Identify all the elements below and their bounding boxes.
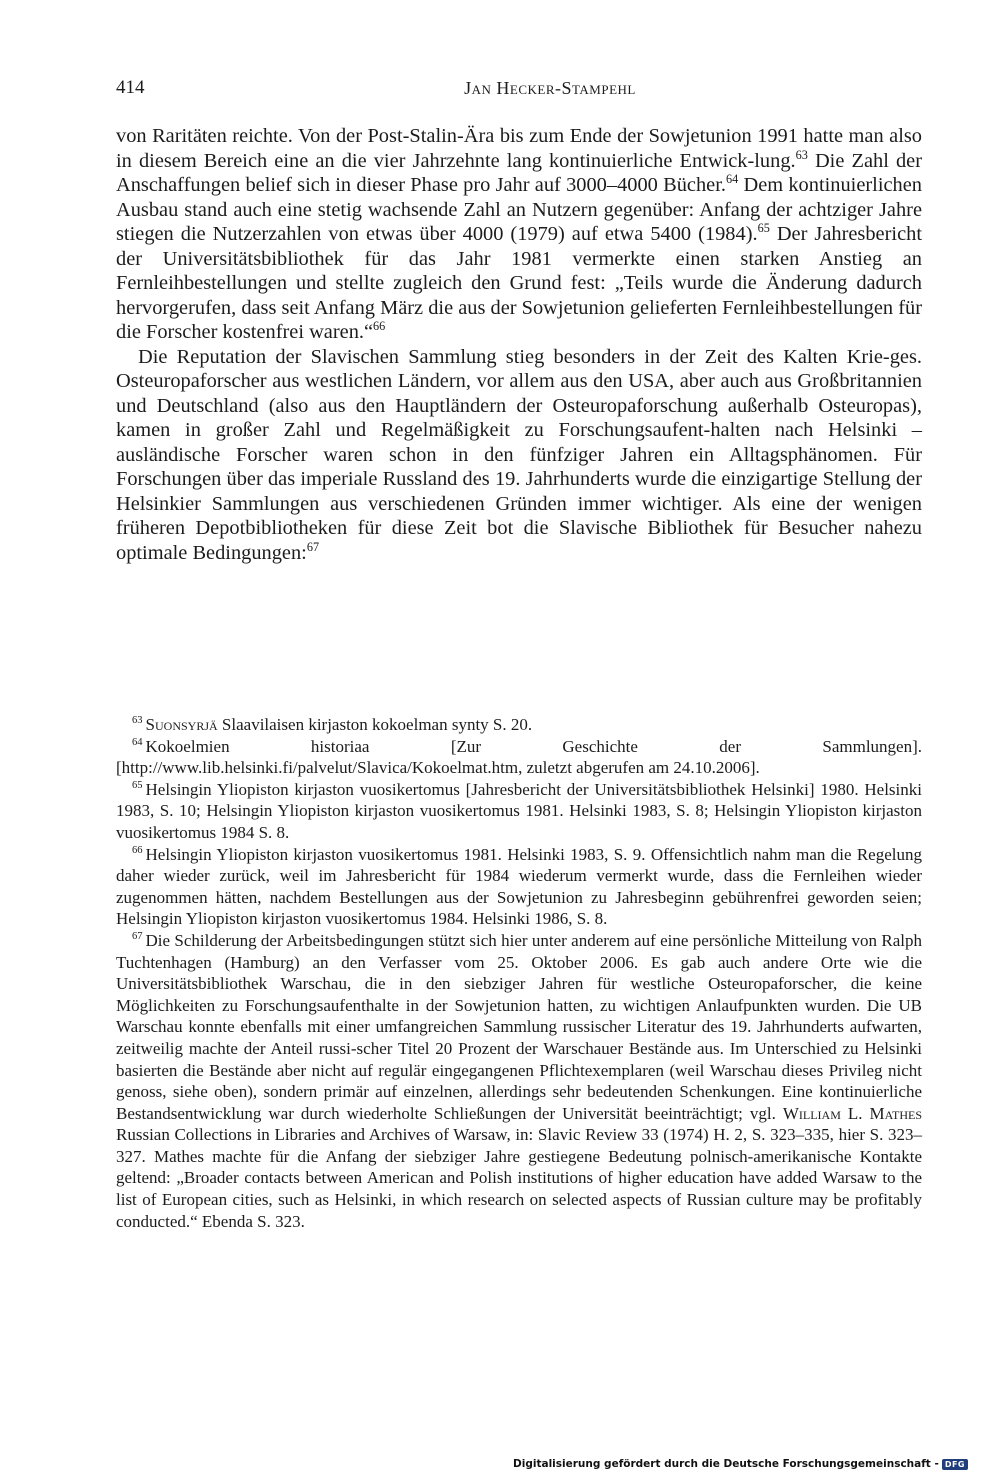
paragraph-1	[116, 124, 922, 345]
footnote-ref-67: 67	[306, 539, 320, 554]
footnote-number: 66	[132, 844, 143, 856]
main-text	[116, 124, 922, 565]
credit-text: Digitalisierung gefördert durch die Deutsche Forschungsgemeinschaft -	[513, 1458, 939, 1470]
footnote-65	[116, 779, 922, 844]
p1-text-2: Die Zahl der Anschaffungen belief sich in dieser Phase pro Jahr auf 3000–4000 Bücher.	[116, 149, 922, 196]
p2-text-1: Die Reputation der Slavischen Sammlung stieg besonders in der Zeit des Kalten Krie-ges. Osteuropaforscher aus westlichen Ländern, vor allem aus den USA, aber auch aus Großbritannien und Deutschland (also aus den Hauptländern der Osteuropaforschung außerhalb Osteuropas), kamen in großer Zahl und Regelmäßigkeit zu Forschungsaufent-halten nach Helsinki – ausländische Forscher waren schon in den fünfziger Jahren ein Alltagsphänomen. Für Forschungen über das imperiale Russland des 19. Jahrhunderts wurde die einzigartige Stellung der Helsinkier Sammlungen aus verschiedenen Gründen immer wichtiger. Als eine der wenigen früheren Depotbibliotheken für diese Zeit bot die Slavische Bibliothek für Besucher nahezu optimale Bedingungen:	[116, 345, 922, 564]
p1-text-4: Der Jahresbericht der Universitätsbibliothek für das Jahr 1981 vermerkte einen starken Anstieg an Fernleihbestellungen und stellte zugleich den Grund fest: „Teils wurde die Änderung dadurch hervorgerufen, dass seit Anfang März die aus der Sowjetunion gelieferten Fernleihbestellungen für die Forscher kostenfrei waren.“	[116, 223, 922, 343]
footnote-text: Die Schilderung der Arbeitsbedingungen stützt sich hier unter anderem auf eine persönliche Mitteilung von Ralph Tuchtenhagen (Hamburg) an den Verfasser vom 25. Oktober 2006. Es gab auch andere Orte wie die Universitätsbibliothek Warschau, die in den siebziger Jahren für westliche Osteuropaforscher, die keine Möglichkeiten zu Forschungsaufenthalte in der Sowjetunion hatten, zu wichtigen Anlaufpunkten wurden. Die UB Warschau konnte ebenfalls mit einer umfangreichen Sammlung russischer Literatur des 19. Jahrhunderts aufwarten, zeitweilig machte der Anteil russi-scher Titel 20 Prozent der Warschauer Bestände aus. Im Unterschied zu Helsinki basierten die Bestände aber nicht auf regulär eingegangenen Pflichtexemplaren (weil Warschau dieses Privileg nicht genoss, siehe oben), sondern primär auf einzelnen, allerdings sehr bedeutenden Schenkungen. Eine kontinuierliche Bestandsentwicklung war durch wiederholte Schließungen der Universität beeinträchtigt; vgl.	[116, 930, 922, 1123]
footnote-number: 64	[132, 736, 143, 748]
footnote-text: Helsingin Yliopiston kirjaston vuosikertomus [Jahresbericht der Universitätsbibliothek Helsinki] 1980. Helsinki 1983, S. 10; Helsingin Yliopiston kirjaston vuosikertomus 1981. Helsinki 1983, S. 8; Helsingin Yliopiston kirjaston vuosikertomus 1984 S. 8.	[116, 779, 922, 842]
p1-text-3: Dem kontinuierlichen Ausbau stand auch eine stetig wachsende Zahl an Nutzern gegenüber: Anfang der achtziger Jahre stiegen die Nutzerzahlen von etwas über 4000 (1979) auf etwa 5400 (1984).	[116, 174, 922, 245]
footnote-number: 63	[132, 715, 143, 727]
footnote-67	[116, 930, 922, 1232]
footnote-ref-64: 64	[725, 172, 739, 187]
footnote-text: Helsingin Yliopiston kirjaston vuosikertomus 1981. Helsinki 1983, S. 9. Offensichtlich nahm man die Regelung daher wieder zurück, weil im Jahresbericht für 1984 wiederum vermerkt wurde, dass die Fernleihen wieder zugenommen hätten, nachdem Bestellungen aus der Sowjetunion zu Jahresbeginn gebührenfrei geworden seien; Helsingin Yliopiston kirjaston vuosikertomus 1984. Helsinki 1986, S. 8.	[116, 844, 922, 929]
footnote-number: 65	[132, 780, 143, 792]
footnote-64	[116, 736, 922, 779]
footnotes	[116, 714, 922, 1232]
footnote-author: Suonsyrjä	[145, 715, 218, 734]
footnote-text: Russian Collections in Libraries and Archives of Warsaw, in: Slavic Review 33 (1974) H. 2, S. 323–335, hier S. 323–327. Mathes machte für die Anfang der siebziger Jahre gestiegene Bedeutung polnisch-amerikanische Kontakte geltend: „Broader contacts between American and Polish institutions of higher education have added Warsaw to the list of European cities, such as Helsinki, in which research on selected aspects of Russian culture may be profitably conducted.“ Ebenda S. 323.	[116, 1125, 922, 1231]
running-header: Jan Hecker-Stampehl	[464, 78, 636, 98]
footnote-number: 67	[132, 931, 143, 943]
footnote-ref-65: 65	[757, 221, 770, 236]
footnote-ref-66: 66	[373, 319, 386, 334]
digitization-credit	[513, 1458, 968, 1470]
footnote-text: Slaavilaisen kirjaston kokoelman synty S. 20.	[217, 715, 533, 734]
dfg-logo-icon: DFG	[942, 1459, 968, 1470]
page-number: 414	[116, 77, 145, 98]
footnote-ref-63: 63	[795, 147, 808, 162]
footnote-text: Kokoelmien historiaa [Zur Geschichte der Sammlungen]. [http://www.lib.helsinki.fi/palvelut/Slavica/Kokoelmat.htm, zuletzt abgerufen am 24.10.2006].	[116, 736, 922, 778]
p1-text-1: von Raritäten reichte. Von der Post-Stalin-Ära bis zum Ende der Sowjetunion 1991 hatte man also in diesem Bereich eine an die vier Jahrzehnte lang kontinuierliche Entwick-lung.	[116, 125, 922, 172]
footnote-66	[116, 844, 922, 930]
footnote-author: William L. Mathes	[782, 1103, 922, 1123]
paragraph-2	[116, 345, 922, 566]
footnote-63	[116, 714, 922, 736]
